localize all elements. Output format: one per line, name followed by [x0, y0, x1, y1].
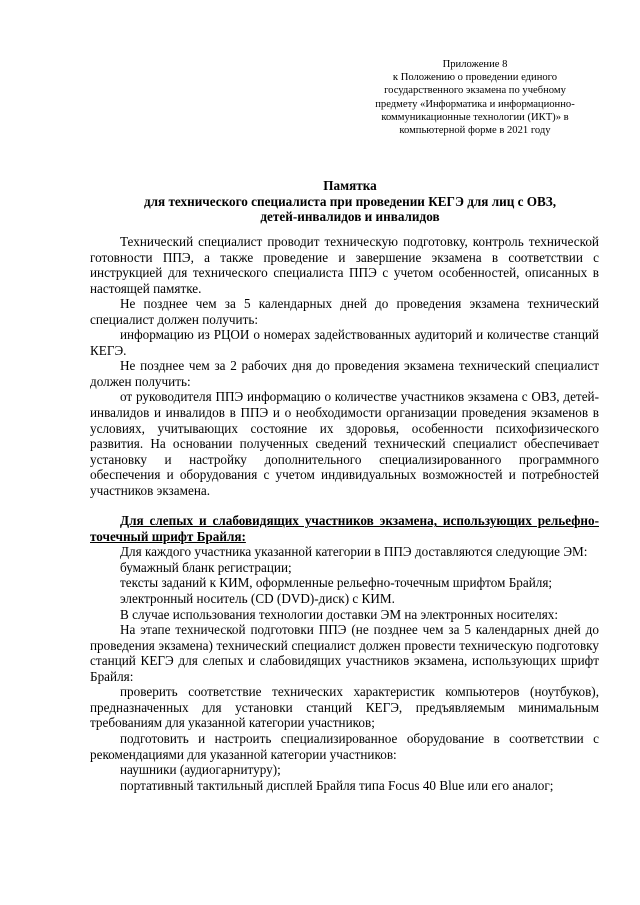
section-heading: Для слепых и слабовидящих участников экзамена, использующих рельефно-точечный шрифт Брайля: [90, 513, 599, 544]
spacer [90, 498, 599, 513]
list-item: электронный носитель (CD (DVD)-диск) с КИМ. [120, 591, 395, 607]
paragraph: Для каждого участника указанной категории в ППЭ доставляются следующие ЭМ: [120, 544, 588, 560]
paragraph: информацию из РЦОИ о номерах задействованных аудиторий и количестве станций КЕГЭ. [90, 327, 599, 358]
document-body [90, 234, 599, 793]
list-item: портативный тактильный дисплей Брайля типа Focus 40 Blue или его аналог; [120, 777, 554, 793]
paragraph: На этапе технической подготовки ППЭ (не позднее чем за 5 календарных дней до проведения экзамена) технический специалист должен провести техническую подготовку станций КЕГЭ для слепых и слабовидящих участников экзамена, использующих шрифт Брайля: [90, 622, 599, 684]
title-line: Памятка [323, 178, 377, 193]
appendix-line: компьютерной форме в 2021 году [399, 125, 551, 137]
appendix-line: Приложение 8 [442, 59, 508, 70]
title-line: для технического специалиста при проведении КЕГЭ для лиц с ОВЗ, [143, 193, 557, 209]
appendix-line: предмету «Информатика и информационно- [375, 98, 575, 110]
paragraph: В случае использования технологии доставки ЭМ на электронных носителях: [120, 606, 559, 622]
list-item: наушники (аудиогарнитуру); [120, 762, 281, 778]
paragraph: Не позднее чем за 2 рабочих дня до проведения экзамена технический специалист должен получить: [90, 358, 599, 389]
appendix-line: к Положению о проведении единого [392, 72, 558, 84]
title-line: детей-инвалидов и инвалидов [260, 209, 440, 225]
appendix-line: государственного экзамена по учебному [384, 85, 566, 97]
appendix-note [350, 58, 600, 137]
list-item: бумажный бланк регистрации; [120, 559, 292, 575]
paragraph: подготовить и настроить специализированное оборудование в соответствии с рекомендациями для указанной категории участников: [90, 730, 599, 762]
paragraph: проверить соответствие технических характеристик компьютеров (ноутбуков), предназначенных для установки станций КЕГЭ, предъявляемым минимальным требованиям для указанной категории участников; [90, 684, 599, 731]
paragraph: Не позднее чем за 5 календарных дней до проведения экзамена технический специалист должен получить: [90, 296, 599, 327]
appendix-line: коммуникационные технологии (ИКТ)» в [381, 111, 569, 123]
list-item: тексты заданий к КИМ, оформленные рельефно-точечным шрифтом Брайля; [120, 575, 553, 591]
paragraph: от руководителя ППЭ информацию о количестве участников экзамена с ОВЗ, детей-инвалидов и инвалидов в ППЭ и о необходимости организации проведения экзаменов в условиях, учитывающих состояние их здоровья, особенности психофизического развития. На основании полученных сведений технический специалист обеспечивает установку и настройку дополнительного специализированного программного обеспечения и оборудования с учетом индивидуальных возможностей и потребностей участников экзамена. [90, 389, 599, 498]
paragraph: Технический специалист проводит техническую подготовку, контроль технической готовности ППЭ, а также проведение и завершение экзамена в соответствии с инструкцией для технического специалиста ППЭ с учетом особенностей, описанных в настоящей памятке. [90, 234, 599, 296]
document-title [110, 178, 590, 225]
